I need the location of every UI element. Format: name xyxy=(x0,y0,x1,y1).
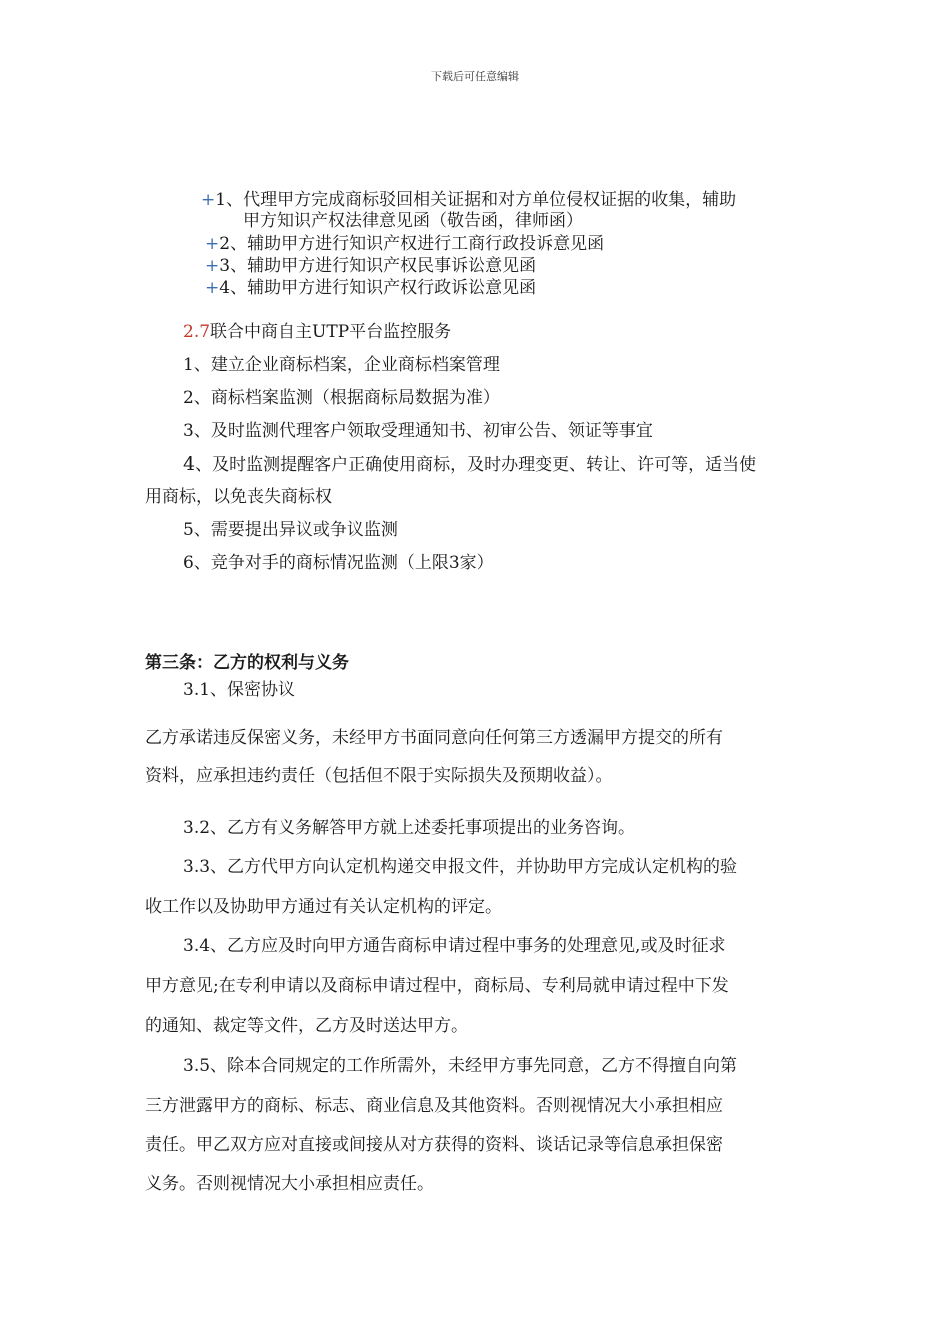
page-header: 下载后可任意编辑 xyxy=(431,70,519,83)
list-item: 甲方知识产权法律意见函（敬告函，律师函） xyxy=(243,211,583,231)
list-item: 5、需要提出异议或争议监测 xyxy=(183,520,398,540)
list-item: 6、竞争对手的商标情况监测（上限3家） xyxy=(183,553,494,573)
list-item: +1、代理甲方完成商标驳回相关证据和对方单位侵权证据的收集，辅助 xyxy=(201,190,737,210)
paragraph-line: 三方泄露甲方的商标、标志、商业信息及其他资料。否则视情况大小承担相应 xyxy=(145,1096,723,1116)
paragraph-line: 资料，应承担违约责任（包括但不限于实际损失及预期收益）。 xyxy=(145,766,613,786)
list-item: +4、辅助甲方进行知识产权行政诉讼意见函 xyxy=(205,278,537,298)
list-item: 1、建立企业商标档案，企业商标档案管理 xyxy=(183,355,500,375)
paragraph-line: 责任。甲乙双方应对直接或间接从对方获得的资料、谈话记录等信息承担保密 xyxy=(145,1135,723,1155)
paragraph-line: 收工作以及协助甲方通过有关认定机构的评定。 xyxy=(145,897,502,917)
section-heading-2-7 xyxy=(183,322,451,342)
paragraph-line: 的通知、裁定等文件，乙方及时送达甲方。 xyxy=(145,1016,468,1036)
list-item-continuation: 用商标，以免丧失商标权 xyxy=(145,487,332,507)
plus-marker: + xyxy=(201,190,216,210)
paragraph-line: 3.2、乙方有义务解答甲方就上述委托事项提出的业务咨询。 xyxy=(183,818,636,838)
plus-marker: + xyxy=(205,234,220,254)
paragraph-line: 甲方意见;在专利申请以及商标申请过程中，商标局、专利局就申请过程中下发 xyxy=(145,976,729,996)
article-heading: 第三条：乙方的权利与义务 xyxy=(145,653,349,673)
plus-marker: + xyxy=(205,256,220,276)
list-item: 4、及时监测提醒客户正确使用商标，及时办理变更、转让、许可等，适当使 xyxy=(183,453,757,475)
list-item: +3、辅助甲方进行知识产权民事诉讼意见函 xyxy=(205,256,537,276)
section-title: 联合中商自主UTP平台监控服务 xyxy=(210,322,452,342)
plus-marker: + xyxy=(205,278,220,298)
paragraph-line: 3.4、乙方应及时向甲方通告商标申请过程中事务的处理意见,或及时征求 xyxy=(183,936,726,956)
list-item: 3、及时监测代理客户领取受理通知书、初审公告、领证等事宜 xyxy=(183,421,653,441)
paragraph-line: 乙方承诺违反保密义务，未经甲方书面同意向任何第三方透漏甲方提交的所有 xyxy=(145,728,723,748)
paragraph-line: 3.3、乙方代甲方向认定机构递交申报文件，并协助甲方完成认定机构的验 xyxy=(183,857,738,877)
paragraph-line: 3.5、除本合同规定的工作所需外，未经甲方事先同意，乙方不得擅自向第 xyxy=(183,1056,738,1076)
paragraph-line: 义务。否则视情况大小承担相应责任。 xyxy=(145,1174,434,1194)
list-item: 2、商标档案监测（根据商标局数据为准） xyxy=(183,388,500,408)
section-number: 2.7 xyxy=(183,322,211,342)
subsection-title: 3.1、保密协议 xyxy=(183,680,296,700)
list-item: +2、辅助甲方进行知识产权进行工商行政投诉意见函 xyxy=(205,234,605,254)
